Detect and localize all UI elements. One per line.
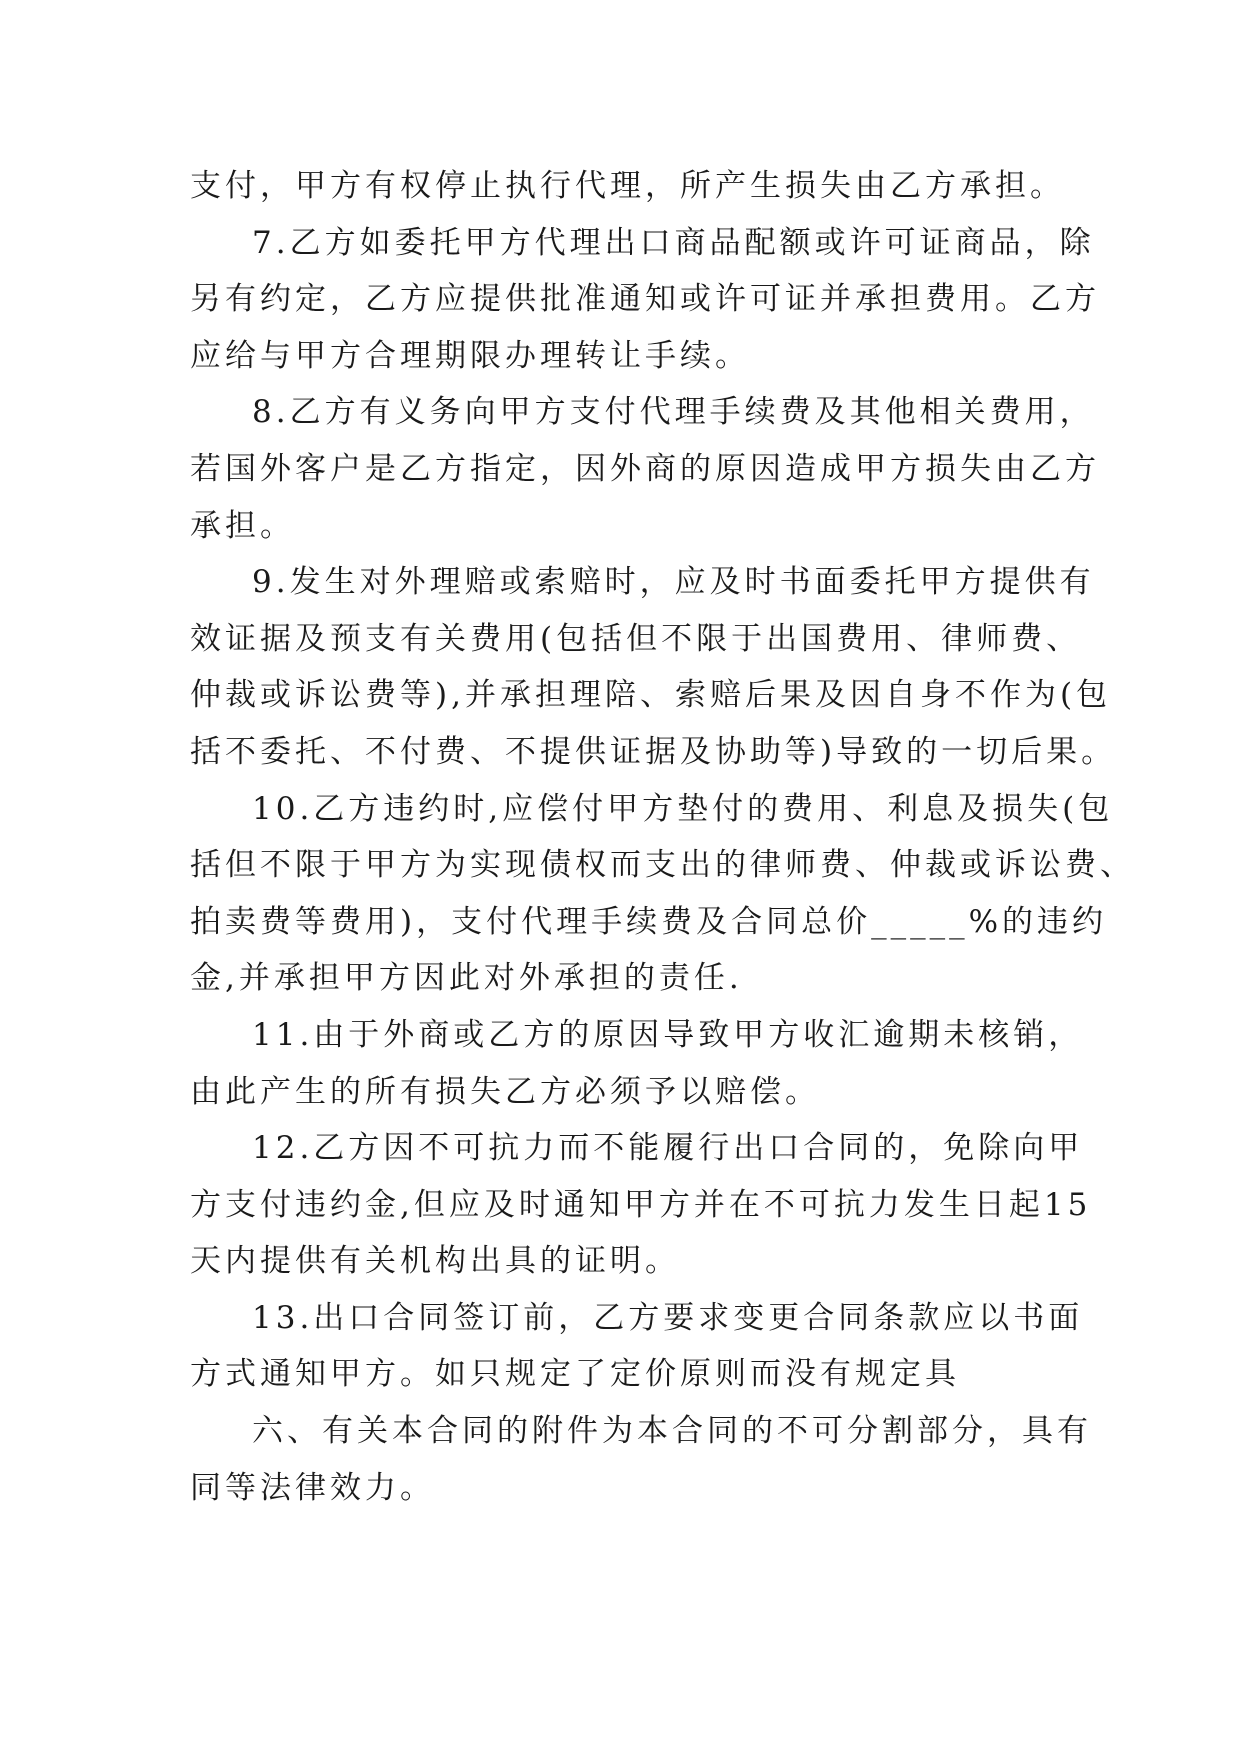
text-line: 括不委托、不付费、不提供证据及协助等)导致的一切后果。 (190, 733, 1117, 770)
text-line: 同等法律效力。 (190, 1469, 435, 1506)
text-line: 拍卖费等费用)，支付代理手续费及合同总价_____%的违约 (190, 903, 1108, 940)
text-line: 金,并承担甲方因此对外承担的责任. (190, 960, 743, 997)
text-line: 7.乙方如委托甲方代理出口商品配额或许可证商品，除 (252, 224, 1095, 261)
text-line: 六、有关本合同的附件为本合同的不可分割部分，具有 (252, 1413, 1092, 1450)
text-line: 应给与甲方合理期限办理转让手续。 (190, 337, 750, 374)
text-line: 9.发生对外理赔或索赔时，应及时书面委托甲方提供有 (252, 564, 1095, 601)
text-line: 天内提供有关机构出具的证明。 (190, 1243, 680, 1280)
text-line: 仲裁或诉讼费等),并承担理陪、索赔后果及因自身不作为(包 (190, 677, 1112, 714)
text-line: 10.乙方违约时,应偿付甲方垫付的费用、利息及损失(包 (252, 790, 1114, 827)
text-line: 另有约定，乙方应提供批准通知或许可证并承担费用。乙方 (190, 281, 1100, 318)
document-body (190, 158, 1135, 1516)
text-line: 由此产生的所有损失乙方必须予以赔偿。 (190, 1073, 820, 1110)
text-line: 承担。 (190, 507, 295, 544)
text-line: 12.乙方因不可抗力而不能履行出口合同的，免除向甲 (252, 1130, 1084, 1167)
text-line: 方式通知甲方。如只规定了定价原则而没有规定具 (190, 1356, 960, 1393)
text-line: 效证据及预支有关费用(包括但不限于出国费用、律师费、 (190, 620, 1082, 657)
text-line: 13.出口合同签订前，乙方要求变更合同条款应以书面 (252, 1299, 1084, 1336)
text-line: 支付，甲方有权停止执行代理，所产生损失由乙方承担。 (190, 168, 1065, 204)
text-line: 8.乙方有义务向甲方支付代理手续费及其他相关费用， (252, 394, 1095, 431)
text-line: 若国外客户是乙方指定，因外商的原因造成甲方损失由乙方 (190, 450, 1100, 487)
text-line: 11.由于外商或乙方的原因导致甲方收汇逾期未核销， (252, 1016, 1084, 1053)
text-line: 方支付违约金,但应及时通知甲方并在不可抗力发生日起15 (190, 1186, 1092, 1223)
text-line: 括但不限于甲方为实现债权而支出的律师费、仲裁或诉讼费、 (190, 847, 1135, 884)
